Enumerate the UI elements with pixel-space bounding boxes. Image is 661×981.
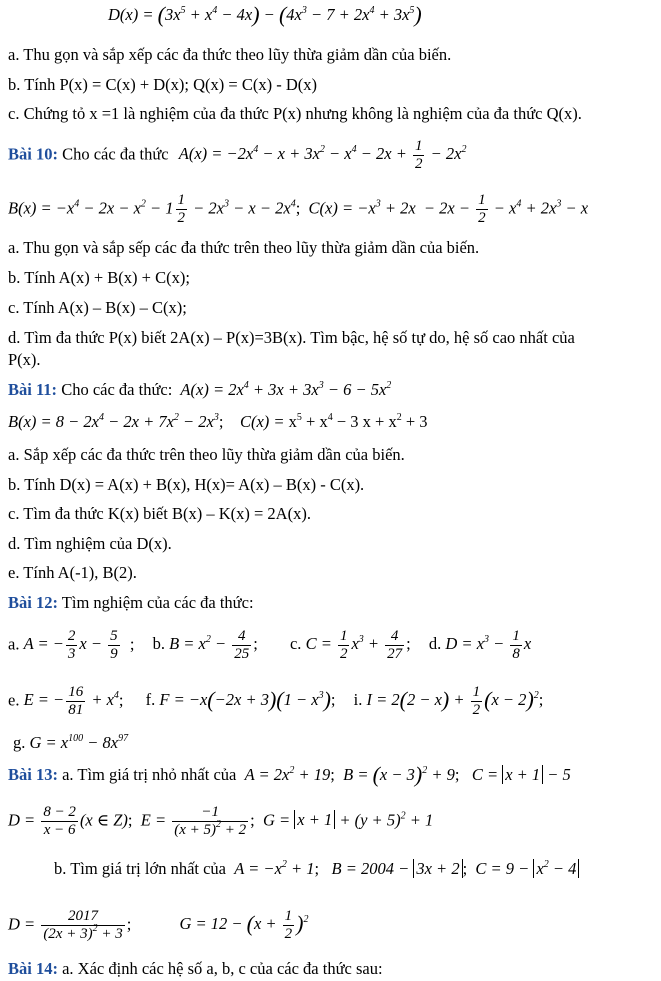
b12-row3 <box>13 732 128 754</box>
b10-c: c. Tính A(x) – B(x) – C(x); <box>8 298 187 317</box>
b12-title: Bài 12: <box>8 593 58 612</box>
formula-a10: $A(x) = -2x^4 - x + 3x^2 - x^4 - 2x$ + $\frac{1}{2}$ − $2x^2$ <box>178 138 467 172</box>
formula-bc11: $B(x) = 8 - 2x^4 - 2x + 7x^2 - 2x^3$; $C(x) = x^5 + x^4 - 3$ $x + x^2 + 3$ <box>8 412 428 431</box>
b11-title: Bài 11: <box>8 380 58 399</box>
b11-b: b. Tính D(x) = A(x) + B(x), H(x)= A(x) – B(x) - C(x). <box>8 475 365 494</box>
b11-c: c. Tìm đa thức K(x) biết B(x) – K(x) = 2A(x). <box>8 504 311 523</box>
b14-a: a. Xác định các hệ số a, b, c của các đa thức sau: <box>62 959 383 978</box>
b12-row1 <box>8 628 531 663</box>
b12-row2 <box>8 684 543 719</box>
b10-intro: Cho các đa thức <box>62 144 169 164</box>
b10-a: a. Thu gọn và sắp sếp các đa thức trên theo lũy thừa giảm dần của biến. <box>8 238 480 257</box>
b12-item-g: g. $G = x^{100} - 8x^{97}$ <box>13 733 129 752</box>
formula-bc10: $B(x) = -x^4 - 2x - x^2 - 1$ $\frac{1}{2}$ − $2x^3 - x - 2x^4$; $C(x) = -x^3 + 2x - 2x$ − $\frac{1}{2}$ − $x^4 + 2x^3 - x$ <box>8 192 589 226</box>
b13-b-label: b. Tìm giá trị lớn nhất của <box>54 859 227 878</box>
b12-item-a: a. A = − $\frac{2}{3}$ x − $\frac{5}{9}$ ; <box>8 628 135 662</box>
b10-header <box>8 138 466 173</box>
b12-intro: Tìm nghiệm của các đa thức: <box>61 593 254 612</box>
b10-d2: P(x). <box>8 350 41 369</box>
b11-e: e. Tính A(-1), B(2). <box>8 563 137 582</box>
b14-title: Bài 14: <box>8 959 58 978</box>
formula-b13-min: $A = 2x^2 + 19$; $B = (x - 3)^2 + 9$; C = x + 1 − 5 <box>240 762 571 787</box>
b11-intro: Cho các đa thức: <box>61 380 173 399</box>
b12-item-e: e. E = − $\frac{16}{81}$ + $x^4$; <box>8 684 124 718</box>
b11-a: a. Sắp xếp các đa thức trên theo lũy thừa giảm dần của biến. <box>8 445 405 464</box>
formula-d: $D(x) = (3x^5 + x^4 - 4x) - (4x^3 - 7 + 2x^4 + 3x^5)$ <box>108 2 422 27</box>
formula-b13-max2: D = $\frac{2017}{(2x + 3)^2 + 3}$ ; G = 12 − (x + $\frac{1}{2}$ )$^2$ <box>8 908 309 942</box>
formula-b13-max: $A = -x^2 + 1$; B = 2004 − 3x + 2 ; $C = 9 - x^2 - 4$ <box>230 859 579 878</box>
b12-item-d: d. $D = x^3$ − $\frac{1}{8}$ x <box>428 628 532 662</box>
b12-item-c: c. C = $\frac{1}{2}$ $x^3$ + $\frac{4}{27}$ ; <box>289 628 411 662</box>
formula-b13-min2: D = $\frac{8 - 2}{x - 6}$ (x ∈ Z); E = $\frac{-1}{(x + 5)^2 + 2}$ ; $G = x + 1 + (y + 5)^2 + 1$ <box>8 804 434 838</box>
b9-b: b. Tính P(x) = C(x) + D(x); Q(x) = C(x) - D(x) <box>8 75 317 94</box>
b9-a: a. Thu gọn và sắp xếp các đa thức theo lũy thừa giảm dần của biến. <box>8 45 452 64</box>
b13-b-row <box>54 858 579 880</box>
b14-header <box>8 958 383 980</box>
formula-a11: $A(x) = 2x^4 + 3x + 3x^3 - 6 - 5x^2$ <box>180 380 392 399</box>
b10-b: b. Tính A(x) + B(x) + C(x); <box>8 268 190 287</box>
b11-header <box>8 379 391 401</box>
b10-title: Bài 10: <box>8 144 58 164</box>
b12-item-f: f. $F = -x(-2x + 3)(1 - x^3)$; <box>145 687 336 713</box>
b13-a-label: a. Tìm giá trị nhỏ nhất của <box>62 765 237 784</box>
b12-item-b: b. $B = x^2$ − $\frac{4}{25}$ ; <box>152 628 258 662</box>
b13-header <box>8 764 571 786</box>
b12-header <box>8 592 254 614</box>
b9-c: c. Chứng tỏ x =1 là nghiệm của đa thức P(x) nhưng không là nghiệm của đa thức Q(x). <box>8 104 582 123</box>
b11-d: d. Tìm nghiệm của D(x). <box>8 534 172 553</box>
b10-d1: d. Tìm đa thức P(x) biết 2A(x) – P(x)=3B(x). Tìm bậc, hệ số tự do, hệ số cao nhất của <box>8 328 575 347</box>
b13-title: Bài 13: <box>8 765 58 784</box>
b12-item-i: i. I = 2(2 − x) + $\frac{1}{2}$ $(x - 2)^2$; <box>353 684 544 718</box>
